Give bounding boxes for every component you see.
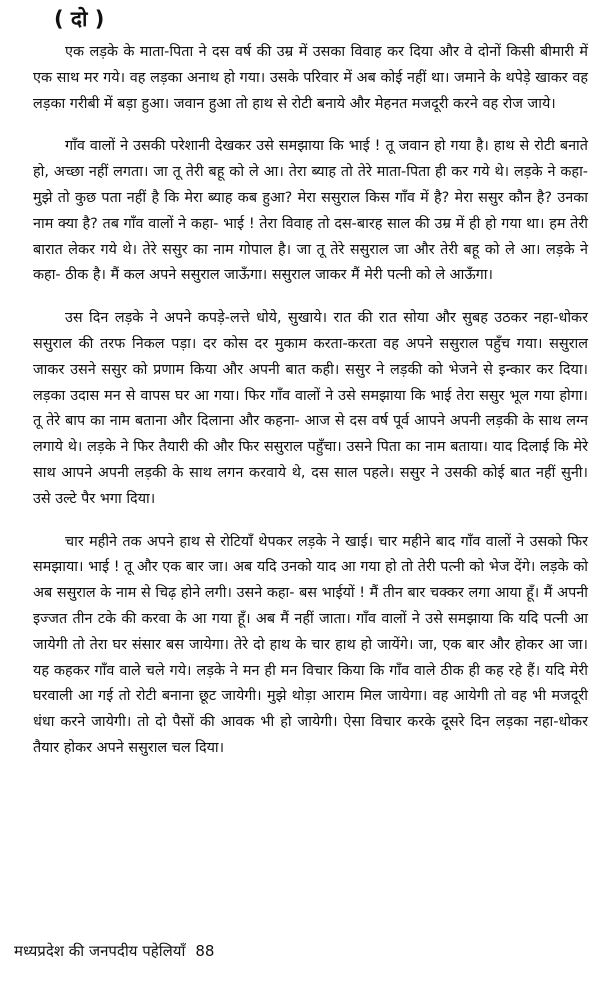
page-number: 88 [195, 942, 215, 960]
story-body [33, 40, 588, 779]
footer-book-title: मध्यप्रदेश की जनपदीय पहेलियाँ [14, 942, 186, 960]
page-footer [14, 938, 214, 964]
paragraph: चार महीने तक अपने हाथ से रोटियाँ थेपकर लड़के ने खाई। चार महीने बाद गाँव वालों ने उसको फिर समझाया। भाई ! तू और एक बार जा। अब यदि उनको याद आ गया हो तो तेरी पत्नी को भेज देंगे। लड़के को अब ससुराल के नाम से चिढ़ होने लगी। उसने कहा- बस भाईयों ! मैं तीन बार चक्कर लगा आया हूँ। मैं अपनी इज्जत तीन टके की करवा के आ गया हूँ। अब मैं नहीं जाता। गाँव वालों ने उसे समझाया कि यदि पत्नी आ जायेगी तो तेरा घर संसार बस जायेगा। तेरे दो हाथ के चार हाथ हो जायेंगे। जा, एक बार और होकर आ जा। यह कहकर गाँव वाले चले गये। लड़के ने मन ही मन विचार किया कि गाँव वाले ठीक ही कह रहे हैं। यदि मेरी घरवाली आ गई तो रोटी बनाना छूट जायेगी। मुझे थोड़ा आराम मिल जायेगा। वह आयेगी तो वह भी मजदूरी धंधा करने जायेगी। तो दो पैसों की आवक भी हो जायेगी। ऐसा विचार करके दूसरे दिन लड़का नहा-धोकर तैयार होकर अपने ससुराल चल दिया। [33, 533, 588, 756]
paragraph: गाँव वालों ने उसकी परेशानी देखकर उसे समझाया कि भाई ! तू जवान हो गया है। हाथ से रोटी बनाते हो, अच्छा नहीं लगता। जा तू तेरी बहू को ले आ। तेरा ब्याह तो तेरे माता-पिता ही कर गये थे। लड़के ने कहा- मुझे तो कुछ पता नहीं है कि मेरा ब्याह कब हुआ? मेरा ससुराल किस गाँव में है? मेरा ससुर कौन है? उनका नाम क्या है? तब गाँव वालों ने कहा- भाई ! तेरा विवाह तो दस-बारह साल की उम्र में ही हो गया था। हम तेरी बारात लेकर गये थे। तेरे ससुर का नाम गोपाल है। जा तू तेरे ससुराल जा और तेरी बहू को ले आ। लड़के ने कहा- ठीक है। मैं कल अपने ससुराल जाऊँगा। ससुराल जाकर मैं मेरी पत्नी को ले आऊँगा। [33, 138, 588, 284]
section-heading: ( दो ) [54, 7, 105, 31]
paragraph: उस दिन लड़के ने अपने कपड़े-लत्ते धोये, सुखाये। रात की रात सोया और सुबह उठकर नहा-धोकर ससुराल की तरफ निकल पड़ा। दर कोस दर मुकाम करता-करता वह अपने ससुराल पहुँच गया। ससुराल जाकर उसने ससुर को प्रणाम किया और अपनी बात कही। ससुर ने लड़की को भेजने से इन्कार कर दिया। लड़का उदास मन से वापस घर आ गया। फिर गाँव वालों ने उसे समझाया कि भाई तेरा ससुर भूल गया होगा। तू तेरे बाप का नाम बताना और दिलाना और कहना- आज से दस वर्ष पूर्व आपने अपनी लड़की के साथ लग्न लगाये थे। लड़के ने फिर तैयारी की और फिर ससुराल पहुँचा। उसने पिता का नाम बताया। याद दिलाई कि मेरे साथ आपने अपनी लड़की के साथ लगन करवाये थे, दस साल पहले। ससुर ने उसकी कोई बात नहीं सुनी। उसे उल्टे पैर भगा दिया। [33, 310, 588, 507]
paragraph: एक लड़के के माता-पिता ने दस वर्ष की उम्र में उसका विवाह कर दिया और वे दोनों किसी बीमारी में एक साथ मर गये। वह लड़का अनाथ हो गया। उसके परिवार में अब कोई नहीं था। जमाने के थपेड़े खाकर वह लड़का गरीबी में बड़ा हुआ। जवान हुआ तो हाथ से रोटी बनाये और मेहनत मजदूरी करने वह रोज जाये। [33, 44, 588, 112]
